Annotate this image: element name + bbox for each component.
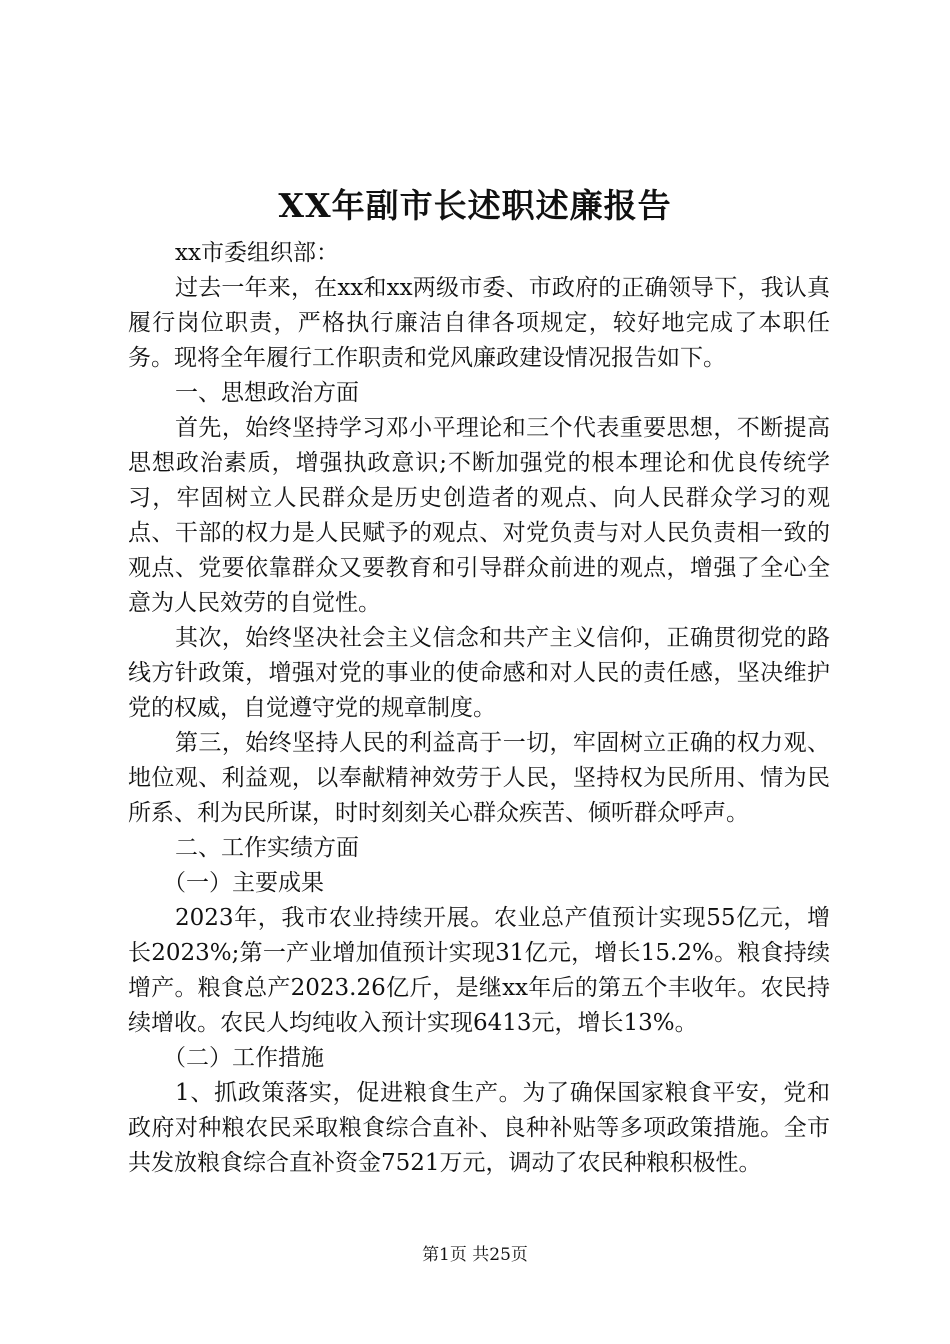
salutation: xx市委组织部：: [175, 240, 339, 266]
paragraph-intro: 过去一年来，在xx和xx两级市委、市政府的正确领导下，我认真履行岗位职责，严格执行廉洁自律各项规定，较好地完成了本职任务。现将全年履行工作职责和党风廉政建设情况报告如下。: [128, 275, 830, 371]
page-number: 第1页 共25页: [422, 1245, 528, 1265]
paragraph-second: 其次，始终坚决社会主义信念和共产主义信仰，正确贯彻党的路线方针政策，增强对党的事业的使命感和对人民的责任感，坚决维护党的权威，自觉遵守党的规章制度。: [128, 625, 830, 721]
paragraph-results: 2023年，我市农业持续开展。农业总产值预计实现55亿元，增长2023%;第一产业增加值预计实现31亿元，增长15.2%。粮食持续增产。粮食总产2023.26亿斤，是继xx年后的第五个丰收年。农民持续增收。农民人均纯收入预计实现6413元，增长13%。: [128, 905, 830, 1036]
paragraph-measure-1: 1、抓政策落实，促进粮食生产。为了确保国家粮食平安，党和政府对种粮农民采取粮食综合直补、良种补贴等多项政策措施。全市共发放粮食综合直补资金7521万元，调动了农民种粮积极性。: [128, 1080, 830, 1176]
document-title: XX年副市长述职述廉报告: [278, 186, 672, 225]
section-heading-achievements: 二、工作实绩方面: [175, 835, 359, 861]
paragraph-first: 首先，始终坚持学习邓小平理论和三个代表重要思想，不断提高思想政治素质，增强执政意识;不断加强党的根本理论和优良传统学习，牢固树立人民群众是历史创造者的观点、向人民群众学习的观点、干部的权力是人民赋予的观点、对党负责与对人民负责相一致的观点、党要依靠群众又要教育和引导群众前进的观点，增强了全心全意为人民效劳的自觉性。: [128, 415, 830, 616]
section-heading-ideology: 一、思想政治方面: [175, 380, 359, 406]
paragraph-third: 第三，始终坚持人民的利益高于一切，牢固树立正确的权力观、地位观、利益观，以奉献精神效劳于人民，坚持权为民所用、情为民所系、利为民所谋，时时刻刻关心群众疾苦、倾听群众呼声。: [128, 730, 830, 826]
subsection-heading-measures: （二）工作措施: [163, 1045, 324, 1071]
subsection-heading-results: （一）主要成果: [163, 870, 324, 896]
document-body: [128, 236, 830, 1181]
